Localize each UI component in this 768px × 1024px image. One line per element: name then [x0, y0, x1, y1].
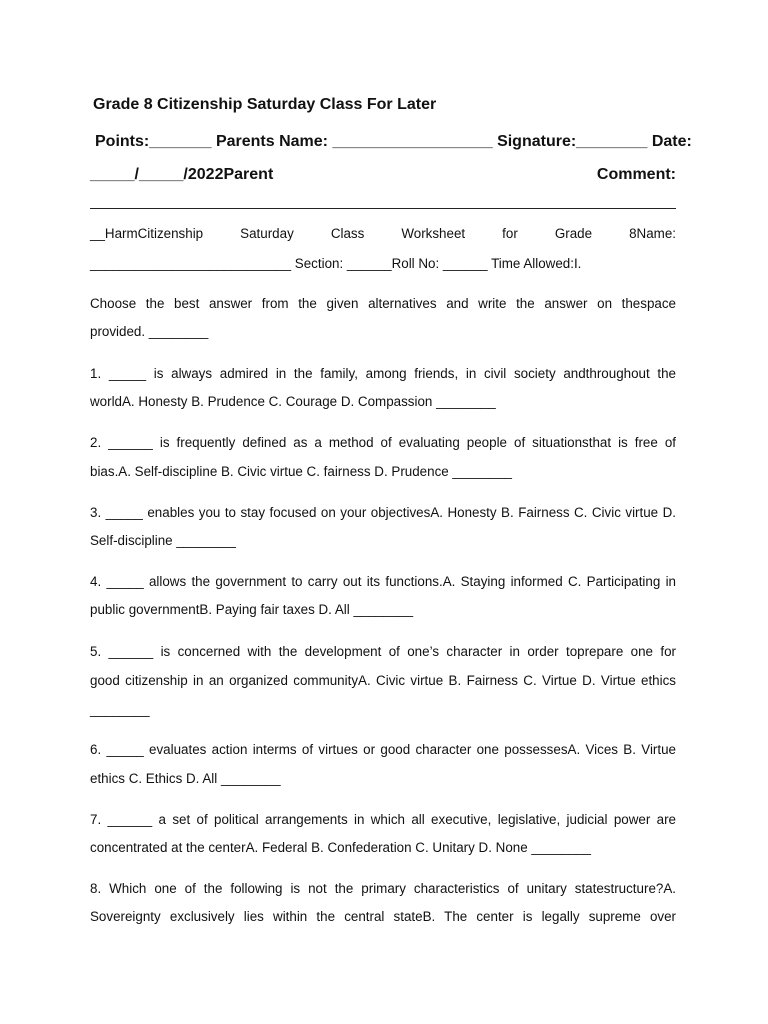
instructions-line-2: provided. ________ — [90, 324, 209, 339]
instructions-line-1: Choose the best answer from the given alternatives and write the answer on thespace — [90, 296, 676, 311]
worksheet-heading-line: __HarmCitizenship Saturday Class Worksheet for Grade 8Name: — [90, 226, 676, 241]
student-info-line: ___________________________ Section: ______Roll No: ______ Time Allowed:I. — [90, 256, 582, 271]
page-title: Grade 8 Citizenship Saturday Class For Later — [93, 96, 437, 113]
question-5-line-3: ________ — [90, 702, 150, 717]
question-7-line-2: concentrated at the centerA. Federal B. Confederation C. Unitary D. None ________ — [90, 840, 591, 855]
question-1-line-2: worldA. Honesty B. Prudence C. Courage D. Compassion ________ — [90, 394, 496, 409]
question-7-line-1: 7. ______ a set of political arrangements in which all executive, legislative, judicial power are — [90, 812, 676, 827]
question-6-line-2: ethics C. Ethics D. All ________ — [90, 771, 281, 786]
date-parent-text: _____/_____/2022Parent — [90, 166, 274, 183]
question-4-line-2: public governmentB. Paying fair taxes D. All ________ — [90, 602, 414, 617]
question-5-line-1: 5. ______ is concerned with the development of one’s character in order toprepare one for — [90, 644, 676, 659]
header-fields-line: Points:_______ Parents Name: __________________ Signature:________ Date: — [95, 133, 692, 150]
header-date-line — [90, 167, 676, 183]
comment-rule — [90, 208, 676, 209]
question-8-line-2: Sovereignty exclusively lies within the central stateB. The center is legally supreme over — [90, 909, 676, 924]
question-2-line-1: 2. ______ is frequently defined as a method of evaluating people of situationsthat is free of — [90, 435, 676, 450]
question-6-line-1: 6. _____ evaluates action interms of virtues or good character one possessesA. Vices B. Virtue — [90, 742, 676, 757]
question-3-line-1: 3. _____ enables you to stay focused on your objectivesA. Honesty B. Fairness C. Civic virtue D. — [90, 505, 676, 520]
question-5-line-2: good citizenship in an organized communityA. Civic virtue B. Fairness C. Virtue D. Virtue ethics — [90, 673, 676, 688]
comment-label: Comment: — [596, 166, 676, 183]
question-3-line-2: Self-discipline ________ — [90, 533, 236, 548]
question-2-line-2: bias.A. Self-discipline B. Civic virtue C. fairness D. Prudence ________ — [90, 464, 513, 479]
question-8-line-1: 8. Which one of the following is not the primary characteristics of unitary statestructure?A. — [90, 881, 676, 896]
question-1-line-1: 1. _____ is always admired in the family, among friends, in civil society andthroughout the — [90, 366, 676, 381]
question-4-line-1: 4. _____ allows the government to carry out its functions.A. Staying informed C. Participating in — [90, 574, 676, 589]
